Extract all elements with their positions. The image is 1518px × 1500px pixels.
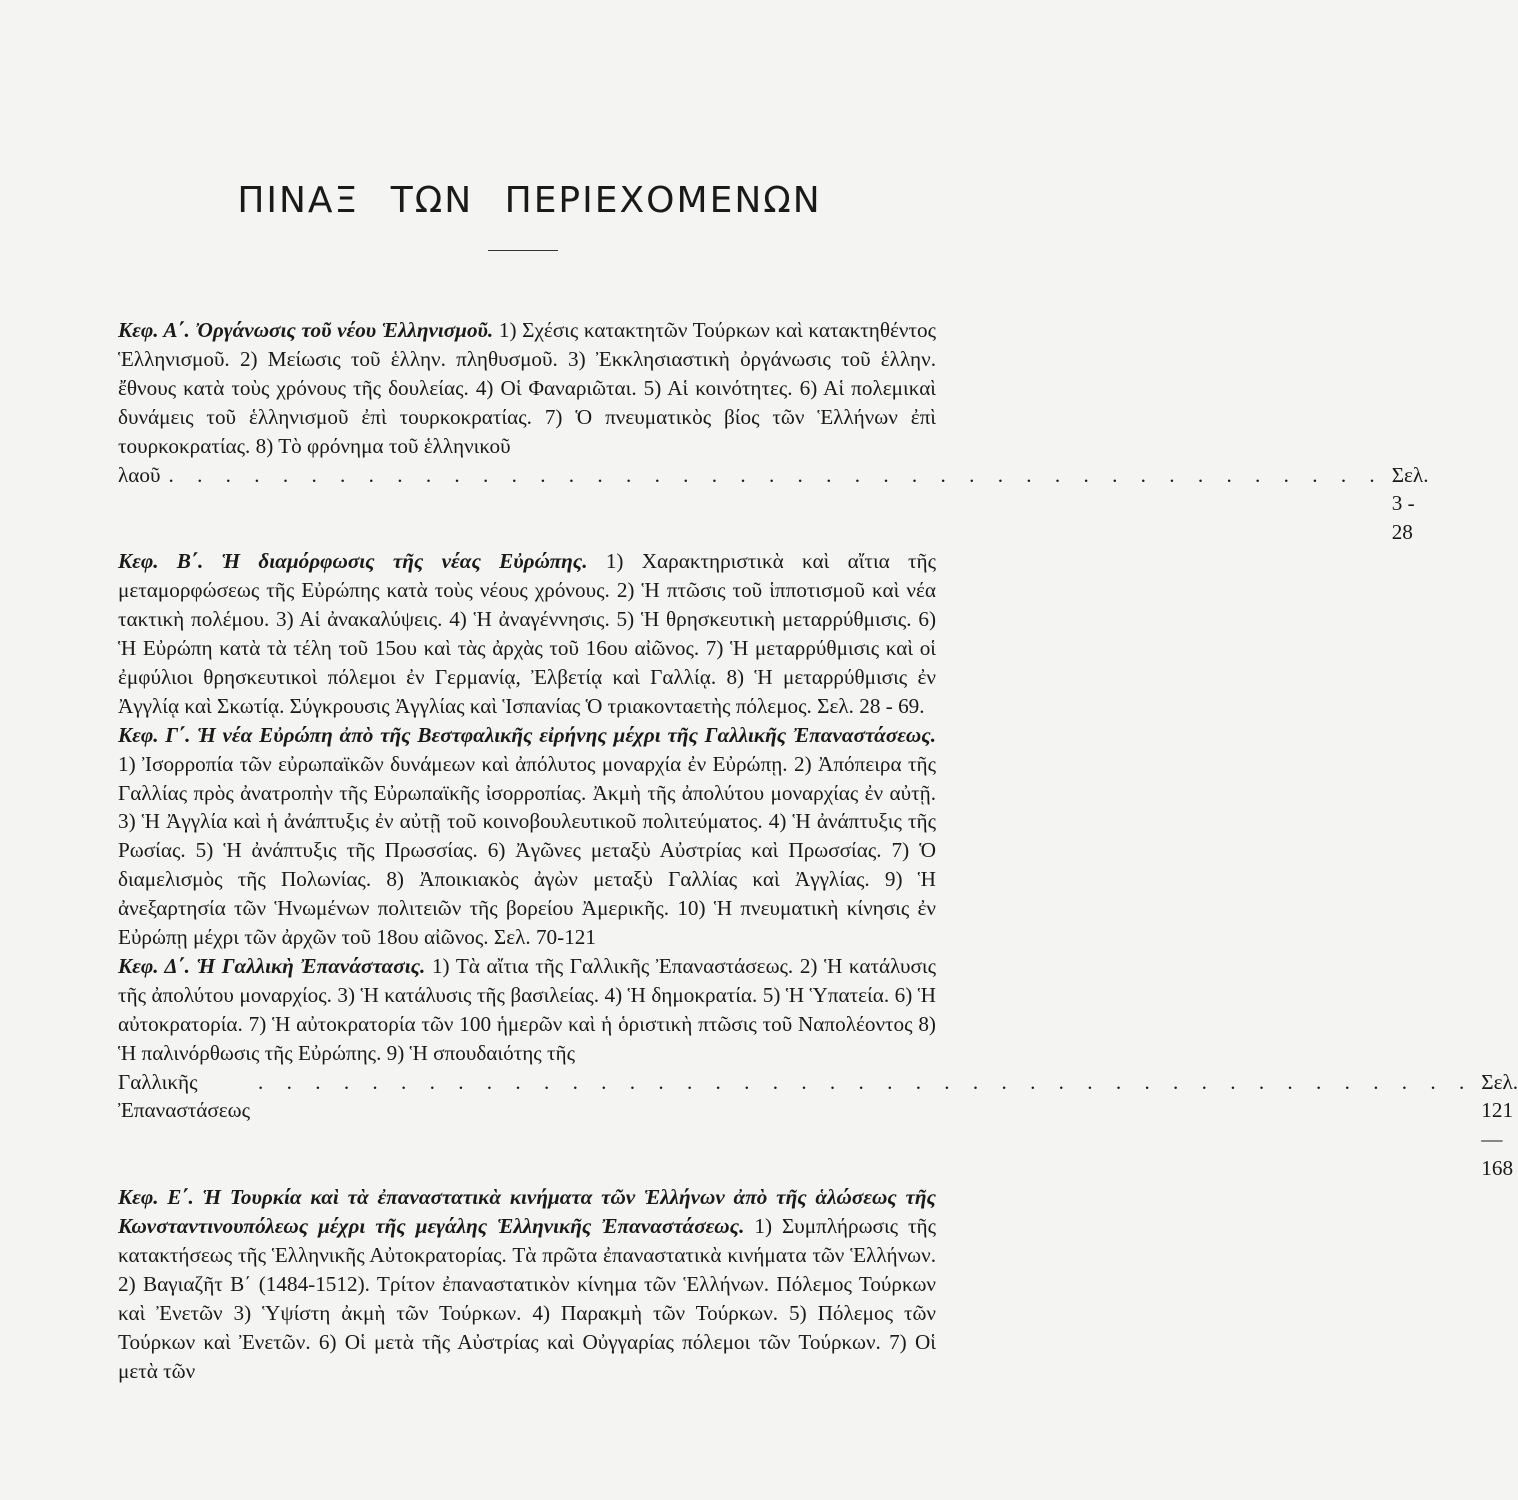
- chapter-d-page-line: [118, 1068, 1518, 1184]
- chapter-a-body: 1) Σχέσις κατακτητῶν Τούρκων καὶ κατακτηθέντος Ἑλληνισμοῦ. 2) Μείωσις τοῦ ἑλλην. πληθυσμοῦ. 3) Ἐκκλησιαστικὴ ὀργάνωσις τοῦ ἑλλην. ἔθνους κατὰ τοὺς χρόνους τῆς δουλείας. 4) Οἱ Φαναριῶται. 5) Αἱ κοινότητες. 6) Αἱ πολεμικαὶ δυνάμεις τοῦ ἑλληνισμοῦ ἐπὶ τουρκοκρατίας. 7) Ὁ πνευματικὸς βίος τῶν Ἑλλήνων ἐπὶ τουρκοκρατίας. 8) Τὸ φρόνημα τοῦ ἑλληνικοῦ: [118, 318, 936, 458]
- chapter-e-heading: Κεφ. Ε΄. Ἡ Τουρκία καὶ τὰ ἐπαναστατικὰ κινήματα τῶν Ἑλλήνων ἀπὸ τῆς ἁλώσεως τῆς Κωνσταντινουπόλεως μέχρι τῆς μεγάλης Ἑλληνικῆς Ἐπαναστάσεως.: [118, 1185, 936, 1239]
- chapter-c: [118, 721, 936, 952]
- chapter-d-heading: Κεφ. Δ΄. Ἡ Γαλλικὴ Ἐπανάστασις.: [118, 953, 426, 978]
- chapter-d: [118, 952, 1518, 1183]
- chapter-a-heading: Κεφ. Α΄. Ὀργάνωσις τοῦ νέου Ἑλληνισμοῦ.: [118, 318, 494, 342]
- chapter-a-last-line: λαοῦ: [118, 462, 161, 487]
- chapter-e: [118, 1183, 936, 1385]
- title-divider: [488, 250, 558, 251]
- chapter-c-heading: Κεφ. Γ΄. Ἡ νέα Εὐρώπη ἀπὸ τῆς Βεστφαλικῆς εἰρήνης μέχρι τῆς Γαλλικῆς Ἐπαναστάσεως.: [118, 722, 936, 747]
- chapter-a-leader-dots: . . . . . . . . . . . . . . . . . . . . . . . . . . . . . . . . . . . . . . . . . . .: [168, 462, 1384, 487]
- chapter-b: [118, 547, 936, 720]
- chapter-b-body: 1) Χαρακτηριστικὰ καὶ αἴτια τῆς μεταμορφώσεως τῆς Εὐρώπης κατὰ τοὺς νέους χρόνους. 2) Ἡ πτῶσις τοῦ ἱπποτισμοῦ καὶ νέα τακτικὴ πολέμου. 3) Αἱ ἀνακαλύψεις. 4) Ἡ ἀναγέννησις. 5) Ἡ θρησκευτικὴ μεταρρύθμισις. 6) Ἡ Εὐρώπη κατὰ τὰ τέλη τοῦ 15ου καὶ τὰς ἀρχὰς τοῦ 16ου αἰῶνος. 7) Ἡ μεταρρύθμισις καὶ οἱ ἐμφύλιοι θρησκευτικοὶ πόλεμοι ἐν Γερμανίᾳ, Ἐλβετίᾳ καὶ Γαλλίᾳ. 8) Ἡ μεταρρύθμισις ἐν Ἀγγλίᾳ καὶ Σκωτίᾳ. Σύγκρουσις Ἀγγλίας καὶ Ἱσπανίας Ὁ τριακονταετὴς πόλεμος. Σελ. 28 - 69.: [118, 549, 936, 718]
- chapter-a: [118, 316, 1429, 547]
- chapter-d-leader-dots: . . . . . . . . . . . . . . . . . . . . . . . . . . . . . . . . . . . . . . . . . . .: [258, 1069, 1474, 1094]
- chapter-a-page-line: [118, 461, 1429, 548]
- chapter-a-text: [118, 316, 936, 461]
- chapter-d-body: 1) Τὰ αἴτια τῆς Γαλλικῆς Ἐπαναστάσεως. 2) Ἡ κατάλυσις τῆς ἀπολύτου μοναρχίος. 3) Ἡ κατάλυσις τῆς βασιλείας. 4) Ἡ δημοκρατία. 5) Ἡ Ὑπατεία. 6) Ἡ αὐτοκρατορία. 7) Ἡ αὐτοκρατορία τῶν 100 ἡμερῶν καὶ ἡ ὁριστικὴ πτῶσις τοῦ Ναπολέοντος 8) Ἡ παλινόρθωσις τῆς Εὐρώπης. 9) Ἡ σπουδαιότης τῆς: [118, 953, 937, 1065]
- chapter-b-heading: Κεφ. Β΄. Ἡ διαμόρφωσις τῆς νέας Εὐρώπης.: [118, 549, 588, 574]
- chapter-a-pages: Σελ. 3 - 28: [1391, 462, 1429, 545]
- chapter-e-body: 1) Συμπλήρωσις τῆς κατακτήσεως τῆς Ἑλληνικῆς Αὐτοκρατορίας. Τὰ πρῶτα ἐπαναστατικὰ κινήματα τῶν Ἑλλήνων. 2) Βαγιαζῆτ Β΄ (1484-1512). Τρίτον ἐπαναστατικὸν κίνημα τῶν Ἑλλήνων. Πόλεμος Τούρκων καὶ Ἐνετῶν 3) Ὑψίστη ἀκμὴ τῶν Τούρκων. 4) Παρακμὴ τῶν Τούρκων. 5) Πόλεμος τῶν Τούρκων καὶ Ἐνετῶν. 6) Οἱ μετὰ τῆς Αὐστρίας καὶ Οὐγγαρίας πόλεμοι τῶν Τούρκων. 7) Οἱ μετὰ τῶν: [118, 1214, 936, 1383]
- chapter-d-pages: Σελ. 121—168: [1481, 1069, 1518, 1181]
- page-title: ΠΙΝΑΞ ΤΩΝ ΠΕΡΙΕΧΟΜΕΝΩΝ: [237, 180, 822, 221]
- table-of-contents: [118, 316, 1518, 1386]
- chapter-d-last-line: Γαλλικῆς Ἐπαναστάσεως: [118, 1069, 251, 1123]
- chapter-d-text: [118, 952, 936, 1068]
- chapter-c-body: 1) Ἰσορροπία τῶν εὐρωπαϊκῶν δυνάμεων καὶ ἀπόλυτος μοναρχία ἐν Εὐρώπῃ. 2) Ἀπόπειρα τῆς Γαλλίας πρὸς ἀνατροπὴν τῆς Εὐρωπαϊκῆς ἰσορροπίας. Ἀκμὴ τῆς ἀπολύτου μοναρχίας ἐν αὐτῇ. 3) Ἡ Ἀγγλία καὶ ἡ ἀνάπτυξις ἐν αὐτῇ τοῦ κοινοβουλευτικοῦ πολιτεύματος. 4) Ἡ ἀνάπτυξις τῆς Ρωσίας. 5) Ἡ ἀνάπτυξις τῆς Πρωσσίας. 6) Ἀγῶνες μεταξὺ Αὐστρίας καὶ Πρωσσίας. 7) Ὁ διαμελισμὸς τῆς Πολωνίας. 8) Ἀποικιακὸς ἀγὼν μεταξὺ Γαλλίας καὶ Ἀγγλίας. 9) Ἡ ἀνεξαρτησία τῶν Ἡνωμένων πολιτειῶν τῆς βορείου Ἀμερικῆς. 10) Ἡ πνευματικὴ κίνησις ἐν Εὐρώπῃ μέχρι τῶν ἀρχῶν τοῦ 18ου αἰῶνος. Σελ. 70-121: [118, 751, 936, 950]
